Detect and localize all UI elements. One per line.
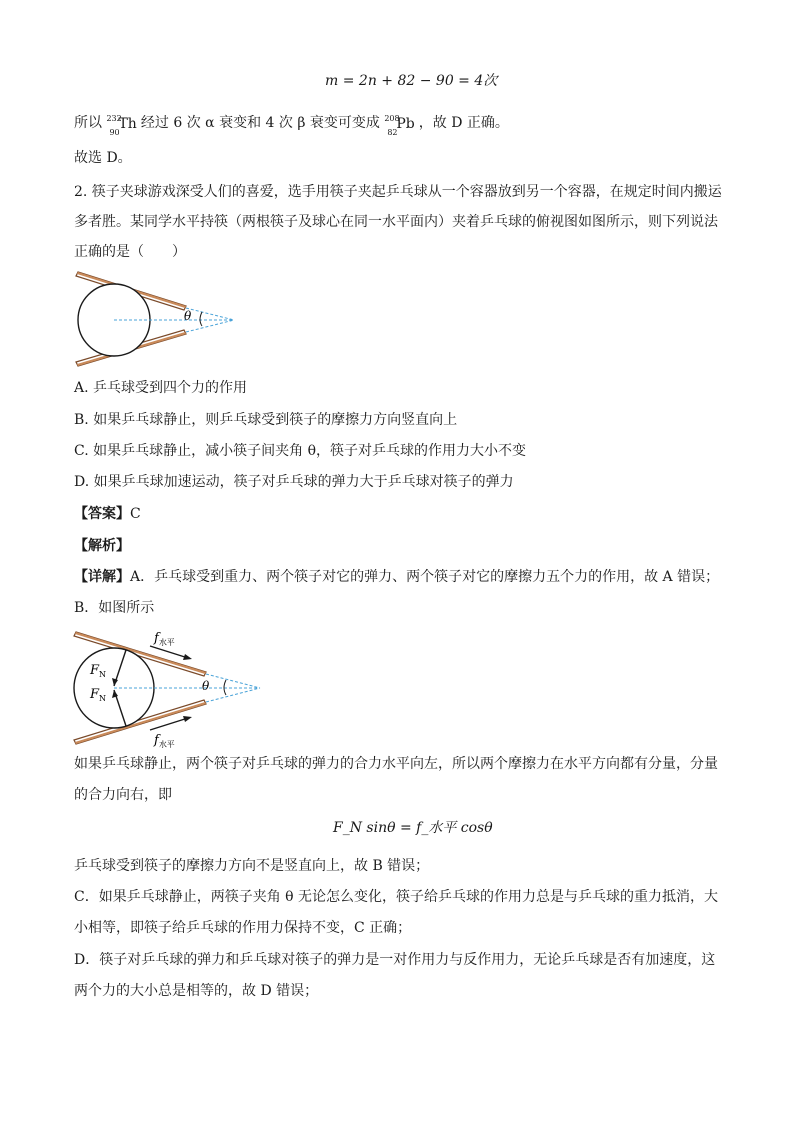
decay-statement — [74, 113, 509, 137]
question-2-line1: 2. 筷子夹球游戏深受人们的喜爱，选手用筷子夹起乒乓球从一个容器放到另一个容器，在规定时间内搬运 — [74, 184, 722, 200]
detail-b-intro: B．如图所示 — [74, 600, 155, 616]
friction-bottom-label: $f_{水平}$ — [154, 733, 175, 748]
thorium-nuclide: 232 90 Th — [106, 114, 137, 137]
force-figure-2 — [70, 628, 270, 748]
decay-suffix: ，故 D 正确。 — [418, 115, 509, 131]
chopstick-figure-1 — [74, 268, 244, 372]
option-d: D. 如果乒乓球加速运动，筷子对乒乓球的弹力大于乒乓球对筷子的弹力 — [74, 474, 514, 490]
lead-nuclide: 208 82 Pb — [384, 114, 415, 137]
b-text-line1: 如果乒乓球静止，两个筷子对乒乓球的弹力的合力水平向左，所以两个摩擦力在水平方向都有分量，分量 — [74, 756, 718, 772]
top-dashed-extension — [186, 308, 234, 320]
top-dashed-extension — [206, 674, 260, 688]
b-conclusion: 乒乓球受到筷子的摩擦力方向不是竖直向上，故 B 错误； — [74, 858, 430, 874]
analysis-label: 【解析】 — [74, 538, 130, 554]
detail-a — [74, 567, 719, 587]
friction-top-arrowhead — [183, 654, 192, 660]
detail-label: 【详解】 — [74, 569, 130, 585]
question-2-line2: 多者胜。某同学水平持筷（两根筷子及球心在同一水平面内）夹着乒乓球的俯视图如图所示，则下列说法 — [74, 214, 718, 230]
c-text-line1: C．如果乒乓球静止，两筷子夹角 θ 无论怎么变化，筷子给乒乓球的作用力总是与乒乓球的重力抵消，大 — [74, 889, 719, 905]
d-text-line1: D．筷子对乒乓球的弹力和乒乓球对筷子的弹力是一对作用力与反作用力，无论乒乓球是否有加速度，这 — [74, 952, 716, 968]
friction-bottom-arrowhead — [183, 716, 192, 722]
bottom-dashed-extension — [186, 320, 234, 332]
option-a: A. 乒乓球受到四个力的作用 — [74, 380, 248, 396]
theta-label: θ — [202, 679, 210, 693]
answer-line — [74, 504, 141, 524]
equation-m: m = 2n + 82 − 90 = 4次 — [325, 73, 498, 89]
theta-label: θ — [184, 309, 192, 323]
option-b: B. 如果乒乓球静止，则乒乓球受到筷子的摩擦力方向竖直向上 — [74, 412, 458, 428]
decay-prefix: 所以 — [74, 115, 102, 131]
normal-force-top-label: $F_N$ — [90, 663, 107, 679]
detail-a-text: A．乒乓球受到重力、两个筷子对它的弹力、两个筷子对它的摩擦力五个力的作用，故 A 错误； — [130, 569, 720, 585]
b-text-line2: 的合力向右，即 — [74, 787, 172, 803]
normal-force-bottom-label: $F_N$ — [90, 687, 107, 703]
choose-d: 故选 D。 — [74, 150, 132, 166]
c-text-line2: 小相等，即筷子给乒乓球的作用力保持不变，C 正确； — [74, 920, 412, 936]
friction-top-label: $f_{水平}$ — [154, 631, 175, 647]
decay-middle: 经过 6 次 α 衰变和 4 次 β 衰变可变成 — [140, 115, 380, 131]
equation-balance: F_N sinθ = f_水平 cosθ — [333, 820, 493, 836]
answer-label: 【答案】 — [74, 506, 130, 522]
answer-value: C — [130, 506, 141, 522]
bottom-dashed-extension — [206, 688, 260, 702]
option-c: C. 如果乒乓球静止，减小筷子间夹角 θ，筷子对乒乓球的作用力大小不变 — [74, 443, 526, 459]
question-2-line3: 正确的是（ ） — [74, 244, 186, 260]
angle-arc — [200, 312, 202, 326]
d-text-line2: 两个力的大小总是相等的，故 D 错误； — [74, 983, 319, 999]
